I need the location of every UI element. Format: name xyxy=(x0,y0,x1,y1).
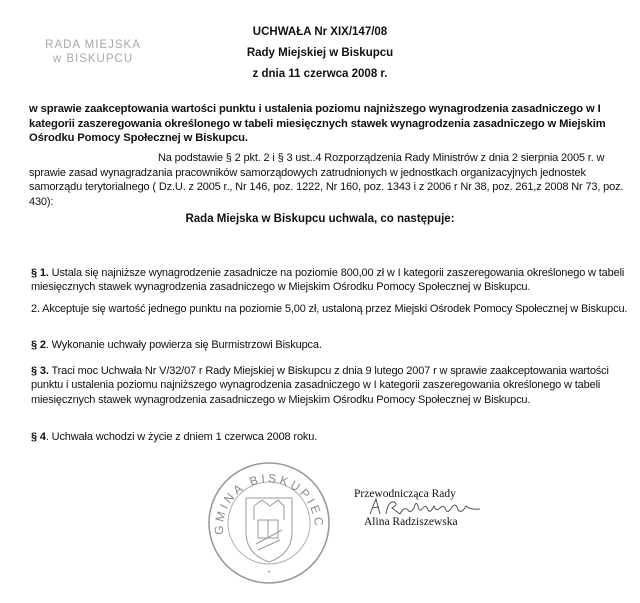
resolution-date: z dnia 11 czerwca 2008 r. xyxy=(252,68,388,80)
svg-text:GMINA BISKUPIEC: GMINA BISKUPIEC xyxy=(211,471,327,535)
handwritten-signature xyxy=(366,496,486,518)
section-mark: § 3. xyxy=(31,365,49,377)
municipal-seal xyxy=(206,460,332,586)
section-1-point-2 xyxy=(31,302,631,316)
section-text: 2. Akceptuje się wartość jednego punktu na poziomie 5,00 zł, ustaloną przez Miejski Ośrodek Pomocy Społecznej w Biskupcu. xyxy=(31,303,628,315)
council-stamp xyxy=(38,38,148,66)
legal-basis: Na podstawie § 2 pkt. 2 i § 3 ust..4 Rozporządzenia Rady Ministrów z dnia 2 sierpnia 2005 r. w sprawie zasad wynagradzania pracowników samorządowych zatrudnionych w jednostkach organizacyjnych jednostek samorządu terytorialnego ( Dz.U. z 2005 r., Nr 146, poz. 1222, Nr 160, poz. 1343 i z 2006 r Nr 38, poz. 261,z 2008 Nr 73, poz. 430): xyxy=(29,152,624,208)
section-2 xyxy=(31,338,631,352)
section-text: Traci moc Uchwała Nr V/32/07 r Rady Miejskiej w Biskupcu z dnia 9 lutego 2007 r w sprawie zaakceptowania wartości punktu i ustalenia poziomu najniższego wynagrodzenia zasadniczego w I kategorii zaszeregowania określonego w tabeli miesięcznych stawek wynagrodzenia zasadniczego w Miejskim Ośrodku Pomocy Społecznej w Biskupcu. xyxy=(31,365,609,406)
resolution-title: UCHWAŁA Nr XIX/147/08 xyxy=(252,26,388,38)
section-mark: § 2 xyxy=(31,339,46,351)
signatory-name: Alina Radziszewska xyxy=(364,516,458,528)
section-text: Ustala się najniższe wynagrodzenie zasadnicze na poziomie 800,00 zł w I kategorii zaszeregowania określonego w tabeli miesięcznych stawek wynagrodzenia zasadniczego w Miejskim Ośrodku Pomocy Społecznej w Biskupcu. xyxy=(31,267,625,294)
stamp-line-2: w BISKUPCU xyxy=(52,53,134,65)
section-4 xyxy=(31,430,631,444)
section-text: . Uchwała wchodzi w życie z dniem 1 czerwca 2008 roku. xyxy=(45,431,318,443)
signature-title: Przewodnicząca Rady xyxy=(354,488,456,500)
section-1 xyxy=(31,266,631,295)
section-mark: § 4 xyxy=(31,431,46,443)
resolution-subject: w sprawie zaakceptowania wartości punktu i ustalenia poziomu najniższego wynagrodzenia zasadniczego w I kategorii zaszeregowania określonego w tabeli miesięcznych stawek wynagrodzenia zasadniczego w Miejskim Ośrodku Pomocy Społecznej w Biskupcu. xyxy=(29,103,606,144)
stamp-line-1: RADA MIEJSKA xyxy=(45,39,141,51)
resolution-issuer: Rady Miejskiej w Biskupcu xyxy=(246,47,394,59)
resolves-statement: Rada Miejska w Biskupcu uchwala, co następuje: xyxy=(185,213,455,225)
section-3 xyxy=(31,364,631,407)
svg-text:*: * xyxy=(267,569,271,578)
coat-of-arms-icon xyxy=(246,498,292,562)
section-mark: § 1. xyxy=(31,267,49,279)
section-text: . Wykonanie uchwały powierza się Burmistrzowi Biskupca. xyxy=(45,339,322,351)
